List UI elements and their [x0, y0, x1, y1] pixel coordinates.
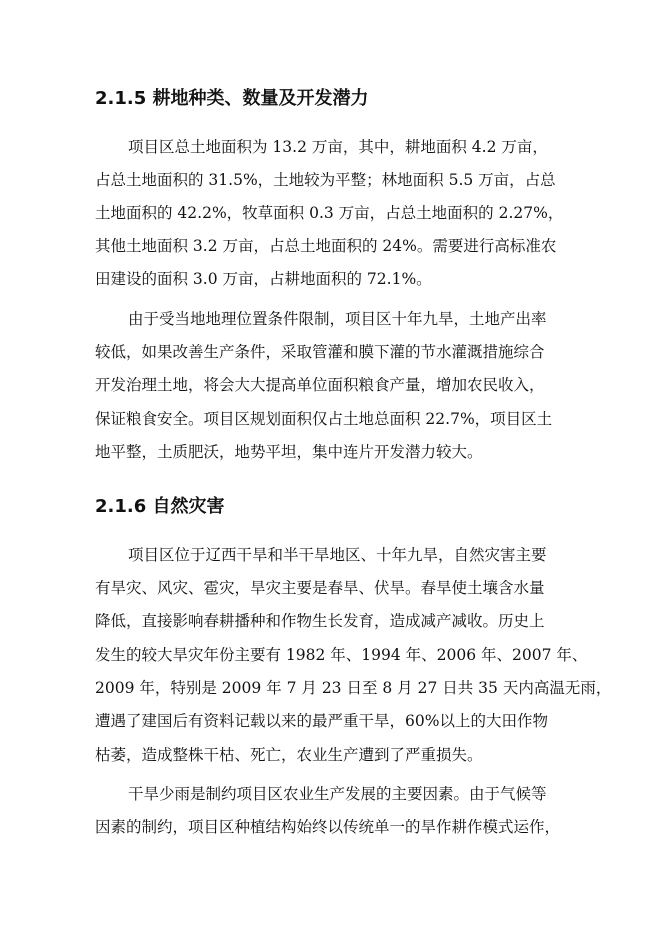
- paragraph-line: 占总土地面积的 31.5%，土地较为平整；林地面积 5.5 万亩，占总: [95, 171, 556, 189]
- paragraph-line: 较低，如果改善生产条件，采取管灌和膜下灌的节水灌溉措施综合: [95, 343, 545, 361]
- paragraph-line: 有旱灾、风灾、雹灾，旱灾主要是春旱、伏旱。春旱使土壤含水量: [95, 579, 545, 597]
- section-heading-2-1-6: 2.1.6 自然灾害: [95, 496, 225, 517]
- paragraph-line: 保证粮食安全。项目区规划面积仅占土地总面积 22.7%，项目区土: [95, 410, 553, 428]
- paragraph-line: 枯萎，造成整株干枯、死亡，农业生产遭到了严重损失。: [95, 746, 483, 764]
- paragraph-line: 其他土地面积 3.2 万亩，占总土地面积的 24%。需要进行高标准农: [95, 237, 557, 255]
- paragraph-line: 地平整，土质肥沃，地势平坦，集中连片开发潜力较大。: [95, 443, 483, 461]
- paragraph-line: 发生的较大旱灾年份主要有 1982 年、1994 年、2006 年、2007 年、: [95, 646, 588, 664]
- paragraph-line: 遭遇了建国后有资料记载以来的最严重干旱，60%以上的大田作物: [95, 712, 548, 730]
- paragraph-line: 由于受当地地理位置条件限制，项目区十年九旱，土地产出率: [128, 310, 547, 328]
- paragraph-line: 项目区位于辽西干旱和半干旱地区、十年九旱，自然灾害主要: [128, 546, 547, 564]
- section-heading-2-1-5: 2.1.5 耕地种类、数量及开发潜力: [95, 88, 369, 109]
- paragraph-line: 干旱少雨是制约项目区农业生产发展的主要因素。由于气候等: [128, 785, 547, 803]
- paragraph-line: 2009 年，特别是 2009 年 7 月 23 日至 8 月 27 日共 35 天内高温无雨，: [95, 679, 612, 697]
- paragraph-line: 项目区总土地面积为 13.2 万亩，其中，耕地面积 4.2 万亩，: [128, 138, 548, 156]
- paragraph-line: 开发治理土地，将会大大提高单位面积粮食产量，增加农民收入，: [95, 376, 545, 394]
- paragraph-line: 因素的制约，项目区种植结构始终以传统单一的旱作耕作模式运作，: [95, 818, 561, 836]
- paragraph-line: 降低，直接影响春耕播种和作物生长发育，造成减产减收。历史上: [95, 612, 545, 630]
- paragraph-line: 田建设的面积 3.0 万亩，占耕地面积的 72.1%。: [95, 270, 432, 288]
- paragraph-line: 土地面积的 42.2%，牧草面积 0.3 万亩，占总土地面积的 2.27%，: [95, 204, 564, 222]
